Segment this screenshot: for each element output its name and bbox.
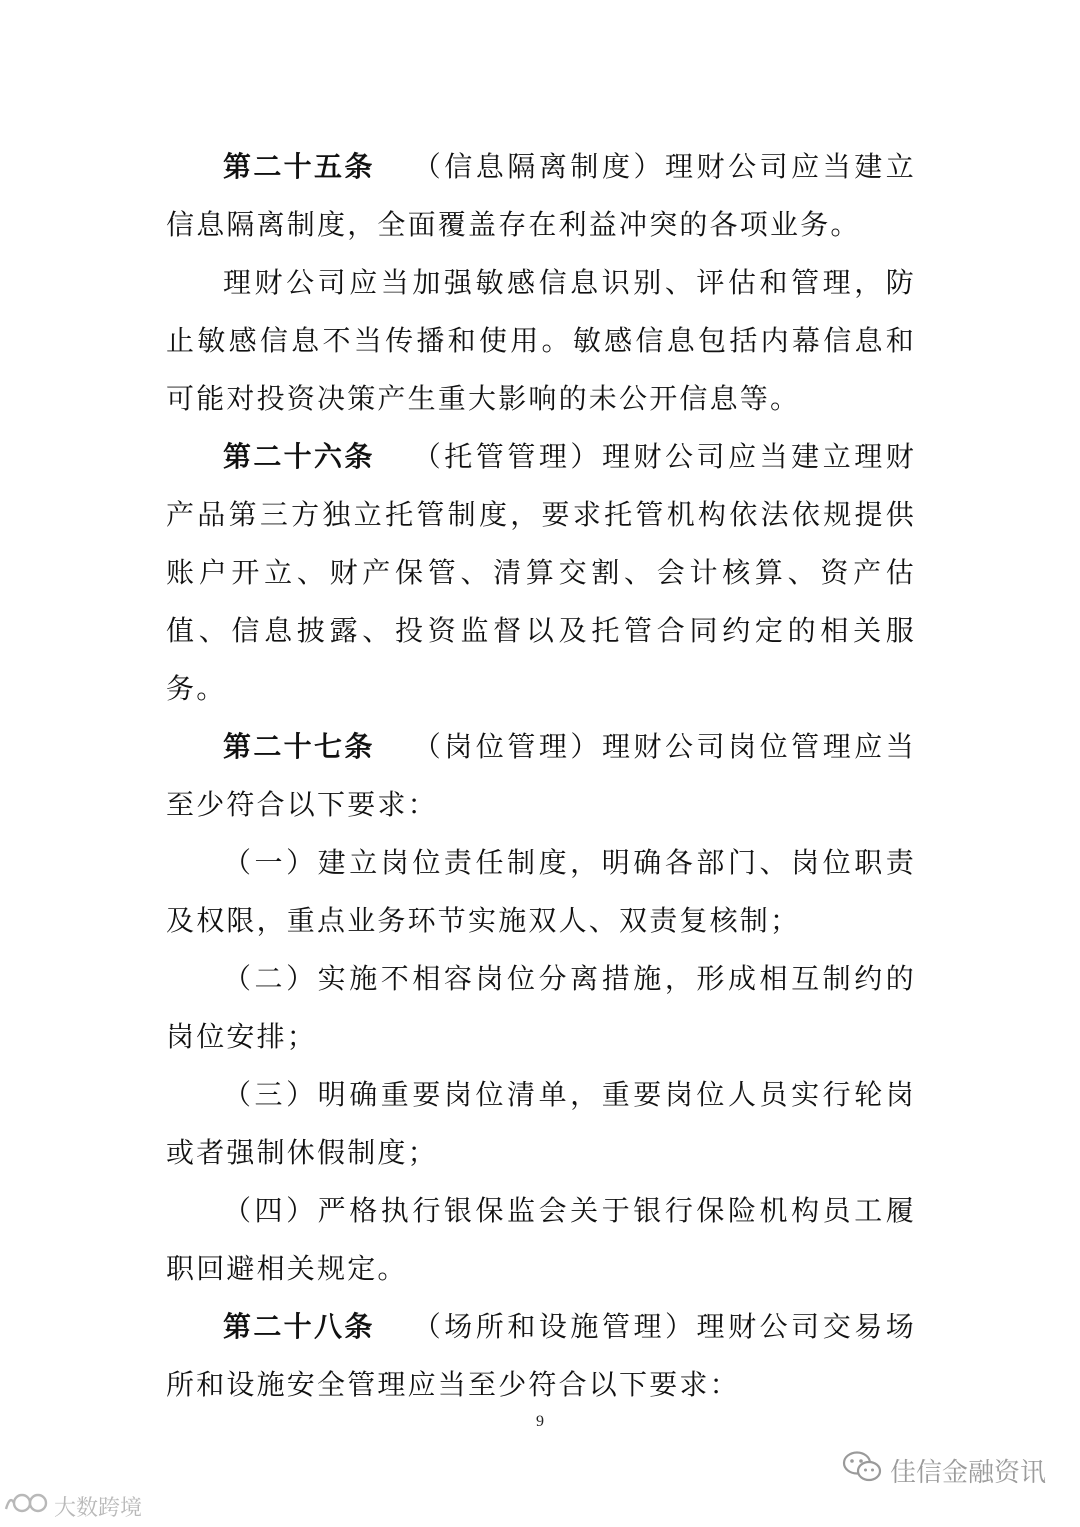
- article-26-paragraph: [166, 428, 916, 718]
- watermark-wechat: [842, 1448, 1046, 1492]
- article-27-item-3: [166, 1066, 916, 1182]
- article-26-number: 第二十六条: [223, 440, 375, 473]
- article-25-paragraph-2: [166, 254, 916, 428]
- article-27-item-1-text: （一）建立岗位责任制度，明确各部门、岗位职责及权限，重点业务环节实施双人、双责复核制；: [166, 846, 916, 937]
- article-28-number: 第二十八条: [223, 1310, 375, 1343]
- article-27-paragraph: [166, 718, 916, 834]
- watermark-account-name: 佳信金融资讯: [890, 1457, 1047, 1488]
- article-25-text: （信息隔离制度）理财公司应当建立信息隔离制度，全面覆盖存在利益冲突的各项业务。: [166, 150, 916, 241]
- article-27-item-4-text: （四）严格执行银保监会关于银行保险机构员工履职回避相关规定。: [166, 1194, 916, 1285]
- wechat-icon: [842, 1450, 882, 1491]
- article-27-item-2: [166, 950, 916, 1066]
- article-27-text: （岗位管理）理财公司岗位管理应当至少符合以下要求：: [166, 730, 916, 821]
- article-28-text: （场所和设施管理）理财公司交易场所和设施安全管理应当至少符合以下要求：: [166, 1310, 916, 1401]
- article-27-number: 第二十七条: [223, 730, 375, 763]
- document-body: [166, 138, 916, 1414]
- watermark-brand: [4, 1490, 142, 1522]
- article-25-number: 第二十五条: [223, 150, 375, 183]
- brand-name: 大数跨境: [54, 1495, 143, 1521]
- article-25-text-2: 理财公司应当加强敏感信息识别、评估和管理，防止敏感信息不当传播和使用。敏感信息包括内幕信息和可能对投资决策产生重大影响的未公开信息等。: [166, 266, 916, 415]
- article-27-item-1: [166, 834, 916, 950]
- article-25-paragraph: [166, 138, 916, 254]
- article-27-item-3-text: （三）明确重要岗位清单，重要岗位人员实行轮岗或者强制休假制度；: [166, 1078, 916, 1169]
- brand-logo-icon: [4, 1489, 50, 1523]
- article-27-item-2-text: （二）实施不相容岗位分离措施，形成相互制约的岗位安排；: [166, 962, 916, 1053]
- article-26-text: （托管管理）理财公司应当建立理财产品第三方独立托管制度，要求托管机构依法依规提供账户开立、财产保管、清算交割、会计核算、资产估值、信息披露、投资监督以及托管合同约定的相关服务。: [166, 440, 916, 705]
- page-number: 9: [536, 1413, 544, 1430]
- article-27-item-4: [166, 1182, 916, 1298]
- article-28-paragraph: [166, 1298, 916, 1414]
